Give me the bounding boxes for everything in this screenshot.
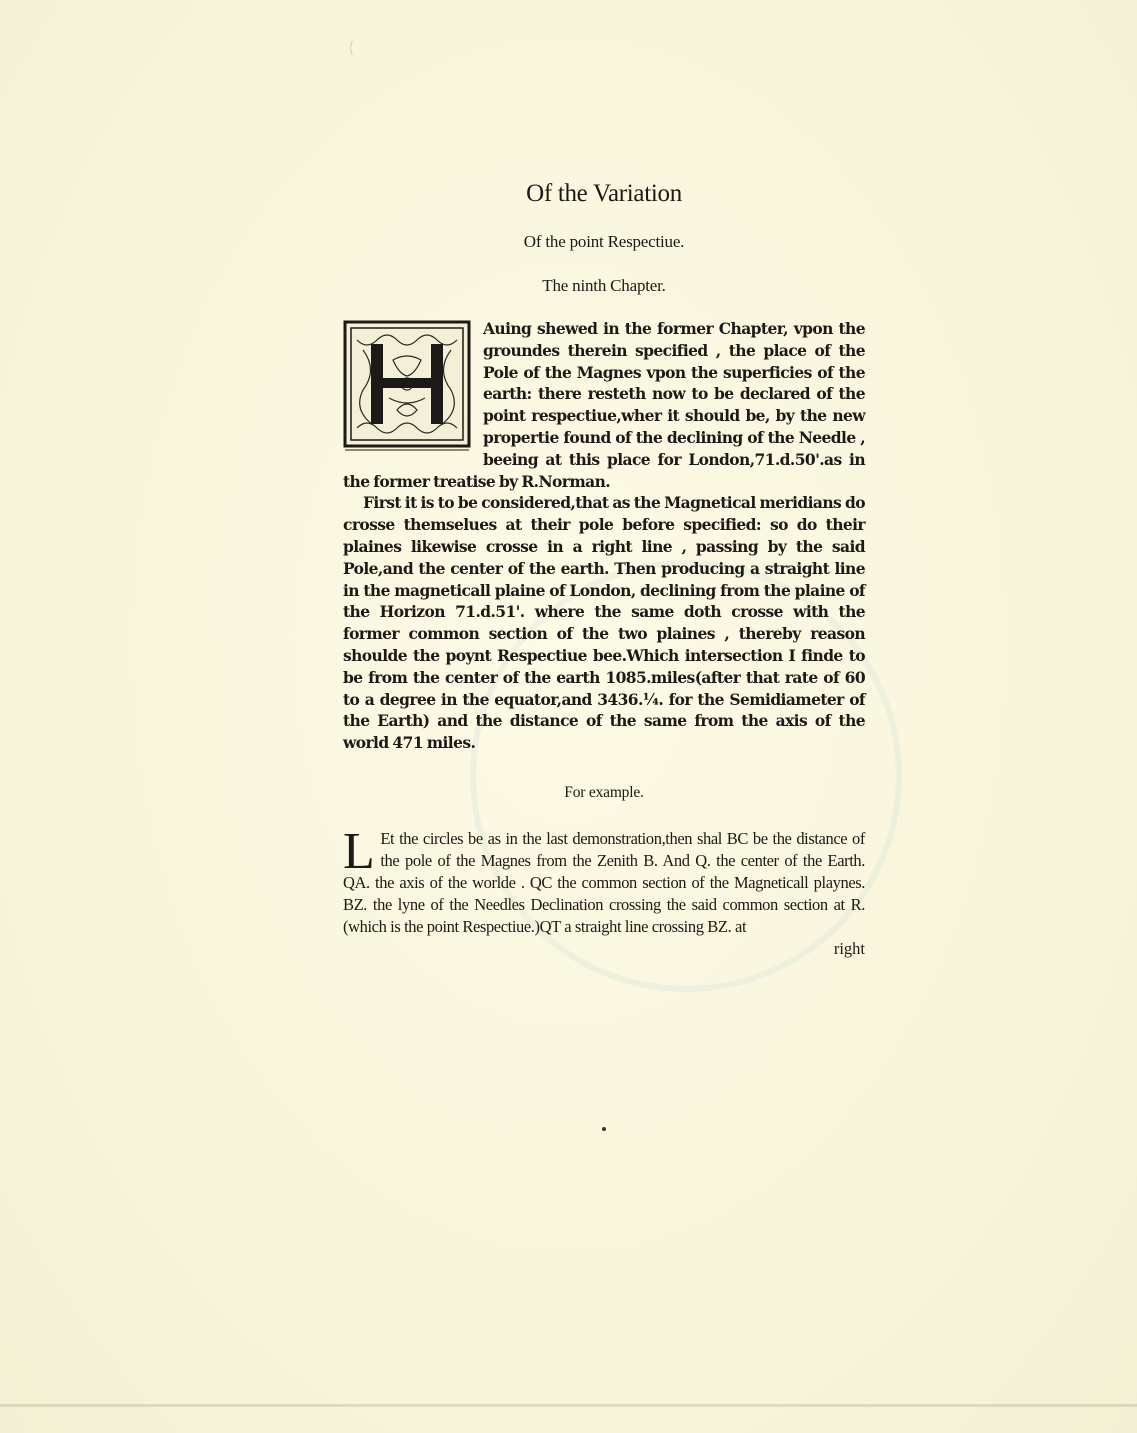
chapter-paragraph-1: Auing shewed in the former Chapter, vpon the groundes therein specified , the place of the Pole of the Magnes vpon the superficies of the earth: there resteth now to be declared of the point respectiue,wher it should be, by the new propertie found of the declining of the Needle , beeing at this place for London,71.d.50'.as in the former treatise by R.Norman. [343,319,865,491]
ink-speck [602,1127,606,1131]
example-title: For example. [564,783,644,801]
decorated-initial-icon [343,320,471,452]
example-body [343,822,865,938]
drop-initial-l: L [343,822,375,880]
chapter-paragraph-2: First it is to be considered,that as the Magnetical meridians do crosse themselues at their pole before specified: so do their plaines likewise crosse in a right line , passing by the said Pole,and the center of the earth. Then producing a straight line in the magneticall plaine of London, declining from the plaine of the Horizon 71.d.51'. where the same doth crosse with the former common section of the two plaines , thereby reason shoulde the poynt Respectiue bee.Which intersection I finde to be from the center of the earth 1085.miles(after that rate of 60 to a degree in the equator,and 3436.¼. for the Semidiameter of the Earth) and the distance of the same from the axis of the world 471 miles. [343,493,865,753]
book-page [343,180,865,960]
margin-mark [350,40,359,56]
example-paragraph: Et the circles be as in the last demonstration,then shal BC be the distance of the pole of the Magnes from the Zenith B. And Q. the center of the Earth. QA. the axis of the worlde . QC the common section of the Magneticall playnes. BZ. the lyne of the Needles Declination crossing the said common section at R.(which is the point Respectiue.)QT a straight line crossing BZ. at [343,828,865,936]
catchword: right [833,938,865,958]
page-bottom-edge [0,1404,1137,1407]
section-title: Of the point Respectiue. [523,232,685,251]
woodcut-initial-h-icon [343,320,471,452]
chapter-title: The ninth Chapter. [542,276,666,295]
chapter-body [343,318,865,754]
running-head: Of the Variation [526,180,682,207]
